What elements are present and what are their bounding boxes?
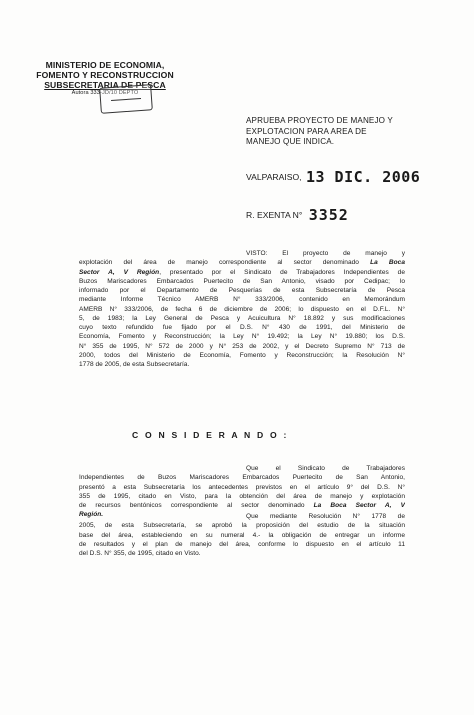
paragraph-line [79,549,405,558]
paragraph-line [79,351,405,360]
line-text: Independientes de Buzos Mariscadores Embarcados Puertecito de San Antonio, [79,474,405,482]
title-line: APRUEBA PROYECTO DE MANEJO Y [246,116,393,125]
subsecretaria-name: SUBSECRETARIA DE PESCA [44,80,166,90]
paragraph-line [79,286,405,295]
paragraph-line [79,531,405,540]
resolution-number-line [246,206,349,224]
stamped-date: 13 DIC. 2006 [305,168,421,186]
paragraph-line [79,249,405,258]
line-text: explotación del área de manejo correspondiente al sector denominado [79,259,371,267]
line-text: N° 355 de 1995, N° 572 de 2000 y N° 253 de 2002, y el Decreto Supremo N° 713 de [79,342,405,350]
line-text: , presentado por el Sindicato de Trabajadores Independientes de [159,268,405,276]
line-text: VISTO: El proyecto de manejo y [246,250,405,257]
paragraph-line [79,464,405,473]
paragraph-line [79,277,405,286]
line-text: informado por el Departamento de Pesquerías de esta Subsecretaría de Pesca [79,287,405,294]
title-line: MANEJO QUE INDICA. [246,137,335,146]
paragraph-line [79,323,405,332]
line-text: Economía, Fomento y Reconstrucción; la Ley N° 19.492; la Ley N° 19.880; los D.S. [79,333,405,341]
line-emphasis: La Boca Sector A, V [313,502,405,509]
paragraph-line [79,540,405,549]
line-text: del D.S. N° 355, de 1995, citado en Visto. [79,550,201,557]
paragraph-line [79,295,405,304]
ministry-name-line1: MINISTERIO DE ECONOMIA, [45,60,165,70]
line-text: de resultados y el plan de manejo del área, conforme lo dispuesto en el artículo 11 [79,540,405,548]
resolution-number: 3352 [308,206,349,224]
ministry-name-line2: FOMENTO Y RECONSTRUCCION [36,70,174,80]
date-line [246,168,420,186]
line-text: 5, de 1983; la Ley General de Pesca y Acuicultura N° 18.892 y sus modificaciones [79,314,405,322]
line-text: 355 de 1995, citado en Visto, para la obtención del área de manejo y explotación [79,492,405,500]
paragraph-line [79,305,405,314]
paragraph-line [79,332,405,341]
line-text: Que mediante Resolución N° 1778 de [246,513,405,520]
ministry-subline: Autora 333-JD/10 DEPTO [71,90,139,96]
paragraph-line [79,360,405,369]
paragraph-line [79,521,405,530]
paragraph-line [79,501,405,510]
considerando-paragraph-2 [79,512,405,558]
paragraph-line [79,258,405,267]
resolution-title [246,116,406,148]
visto-paragraph [79,249,405,369]
resolution-label: R. EXENTA N° [246,210,303,220]
line-text: base del área, estableciendo en su numeral 4.- la obligación de entregar un informe [79,531,405,539]
paragraph-line [79,512,405,521]
title-line: EXPLOTACION PARA AREA DE [246,126,367,136]
line-text: 2000, todos del Ministerio de Economía, Fomento y Reconstrucción; la Resolución N° [79,351,405,359]
paragraph-line [79,314,405,323]
paragraph-line [79,483,405,492]
paragraph-line [79,473,405,482]
paragraph-line [79,342,405,351]
line-text: AMERB N° 333/2006, de fecha 6 de diciembre de 2006; lo dispuesto en el D.F.L. N° [79,305,405,313]
paragraph-line [79,492,405,501]
line-text: Que el Sindicato de Trabajadores [246,465,405,472]
paragraph-line [79,268,405,277]
line-text: mediante Informe Técnico AMERB N° 333/2006, contenido en Memorándum [79,296,405,304]
line-emphasis: Región. [79,511,104,519]
line-text: Buzos Mariscadores Embarcados Puertecito de San Antonio, visado por Cedipac; lo [79,277,405,285]
stamp-mark [110,90,141,101]
official-stamp [99,84,153,114]
line-text: presentó a esta Subsecretaría los antecedentes previstos en el artículo 9° del D.S. N° [79,483,405,491]
line-text: 1778 de 2005, de esta Subsecretaría. [79,361,190,368]
line-text: de recursos bentónicos correspondiente al sector denominado [79,502,314,509]
considerando-heading: C O N S I D E R A N D O : [132,430,289,440]
line-emphasis: Sector A, V Región [79,268,160,276]
line-emphasis: La Boca [370,259,405,267]
line-text: cuyo texto refundido fue fijado por el D.S. N° 430 de 1991, del Ministerio de [79,324,405,331]
line-text: 2005, de esta Subsecretaría, se aprobó la proposición del estudio de la situación [79,522,405,530]
date-place: VALPARAISO, [246,172,302,182]
